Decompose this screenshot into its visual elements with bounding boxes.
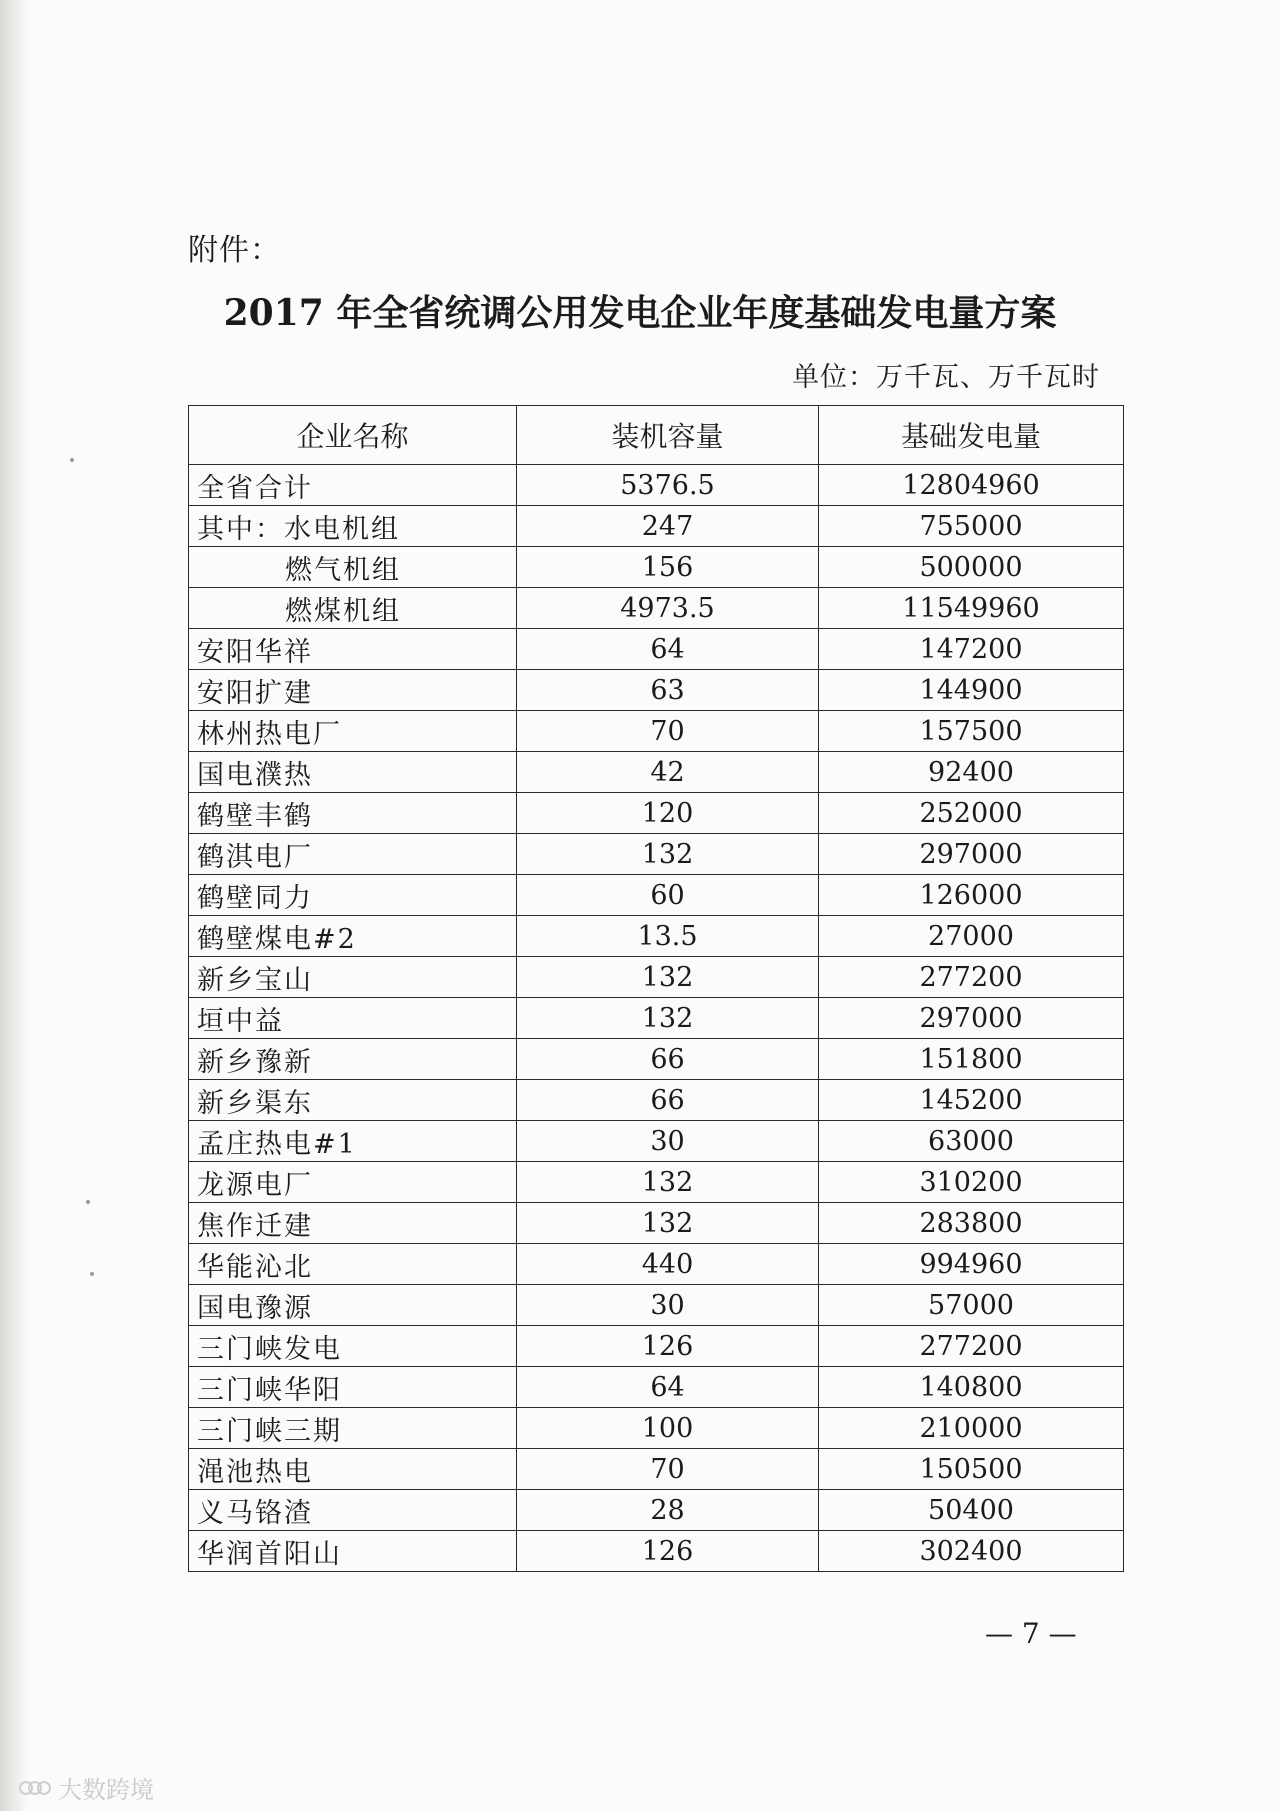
table-row [189, 506, 1124, 547]
installed-capacity-cell: 156 [517, 547, 819, 588]
base-generation-cell: 11549960 [819, 588, 1124, 629]
installed-capacity-cell: 5376.5 [517, 465, 819, 506]
table-row [189, 957, 1124, 998]
table-row [189, 998, 1124, 1039]
enterprise-name-cell: 三门峡发电 [189, 1326, 517, 1367]
enterprise-name-cell: 林州热电厂 [189, 711, 517, 752]
installed-capacity-cell: 13.5 [517, 916, 819, 957]
installed-capacity-cell: 64 [517, 629, 819, 670]
base-generation-cell: 297000 [819, 834, 1124, 875]
table-row [189, 875, 1124, 916]
base-generation-cell: 210000 [819, 1408, 1124, 1449]
installed-capacity-cell: 132 [517, 957, 819, 998]
enterprise-name-cell: 国电濮热 [189, 752, 517, 793]
table-row [189, 629, 1124, 670]
enterprise-name-cell: 焦作迁建 [189, 1203, 517, 1244]
installed-capacity-cell: 64 [517, 1367, 819, 1408]
table-row [189, 670, 1124, 711]
table-row [189, 752, 1124, 793]
installed-capacity-cell: 247 [517, 506, 819, 547]
base-generation-cell: 310200 [819, 1162, 1124, 1203]
enterprise-name-cell: 新乡豫新 [189, 1039, 517, 1080]
watermark-logo-icon [18, 1777, 52, 1799]
base-generation-cell: 50400 [819, 1490, 1124, 1531]
base-generation-cell: 92400 [819, 752, 1124, 793]
enterprise-name-cell: 华能沁北 [189, 1244, 517, 1285]
power-plan-table [188, 405, 1124, 1572]
base-generation-cell: 63000 [819, 1121, 1124, 1162]
base-generation-cell: 126000 [819, 875, 1124, 916]
installed-capacity-cell: 4973.5 [517, 588, 819, 629]
installed-capacity-cell: 132 [517, 834, 819, 875]
base-generation-cell: 277200 [819, 1326, 1124, 1367]
installed-capacity-cell: 126 [517, 1531, 819, 1572]
enterprise-name-cell: 其中：水电机组 [189, 506, 517, 547]
base-generation-cell: 277200 [819, 957, 1124, 998]
enterprise-name-cell: 垣中益 [189, 998, 517, 1039]
base-generation-cell: 150500 [819, 1449, 1124, 1490]
installed-capacity-cell: 42 [517, 752, 819, 793]
enterprise-name-cell: 燃煤机组 [189, 588, 517, 629]
installed-capacity-cell: 100 [517, 1408, 819, 1449]
table-row [189, 916, 1124, 957]
table-row [189, 1080, 1124, 1121]
installed-capacity-cell: 132 [517, 1162, 819, 1203]
table-row [189, 1531, 1124, 1572]
unit-note: 单位：万千瓦、万千瓦时 [792, 362, 1100, 393]
base-generation-cell: 140800 [819, 1367, 1124, 1408]
installed-capacity-cell: 132 [517, 1203, 819, 1244]
table-row [189, 1121, 1124, 1162]
installed-capacity-cell: 66 [517, 1039, 819, 1080]
installed-capacity-cell: 440 [517, 1244, 819, 1285]
base-generation-cell: 151800 [819, 1039, 1124, 1080]
enterprise-name-cell: 鹤壁同力 [189, 875, 517, 916]
installed-capacity-cell: 132 [517, 998, 819, 1039]
enterprise-name-cell: 义马铬渣 [189, 1490, 517, 1531]
table-row [189, 1367, 1124, 1408]
scan-edge-shadow [0, 0, 28, 1811]
enterprise-name-cell: 孟庄热电#1 [189, 1121, 517, 1162]
table-row [189, 711, 1124, 752]
table-body [189, 465, 1124, 1572]
base-generation-cell: 283800 [819, 1203, 1124, 1244]
scan-speck [70, 458, 74, 462]
base-generation-cell: 27000 [819, 916, 1124, 957]
base-generation-cell: 147200 [819, 629, 1124, 670]
installed-capacity-cell: 70 [517, 1449, 819, 1490]
base-generation-cell: 755000 [819, 506, 1124, 547]
header-base-generation: 基础发电量 [819, 406, 1124, 465]
installed-capacity-cell: 30 [517, 1121, 819, 1162]
enterprise-name-cell: 龙源电厂 [189, 1162, 517, 1203]
header-enterprise-name: 企业名称 [189, 406, 517, 465]
table-row [189, 834, 1124, 875]
table-row [189, 1326, 1124, 1367]
installed-capacity-cell: 126 [517, 1326, 819, 1367]
enterprise-name-cell: 鹤淇电厂 [189, 834, 517, 875]
installed-capacity-cell: 120 [517, 793, 819, 834]
enterprise-name-cell: 鹤壁丰鹤 [189, 793, 517, 834]
base-generation-cell: 144900 [819, 670, 1124, 711]
table-row [189, 588, 1124, 629]
base-generation-cell: 500000 [819, 547, 1124, 588]
installed-capacity-cell: 30 [517, 1285, 819, 1326]
enterprise-name-cell: 三门峡三期 [189, 1408, 517, 1449]
installed-capacity-cell: 63 [517, 670, 819, 711]
enterprise-name-cell: 全省合计 [189, 465, 517, 506]
base-generation-cell: 57000 [819, 1285, 1124, 1326]
enterprise-name-cell: 三门峡华阳 [189, 1367, 517, 1408]
enterprise-name-cell: 华润首阳山 [189, 1531, 517, 1572]
enterprise-name-cell: 新乡宝山 [189, 957, 517, 998]
scan-speck [90, 1272, 94, 1276]
watermark [18, 1770, 154, 1805]
installed-capacity-cell: 66 [517, 1080, 819, 1121]
base-generation-cell: 994960 [819, 1244, 1124, 1285]
table-row [189, 1490, 1124, 1531]
table-row [189, 465, 1124, 506]
table-row [189, 547, 1124, 588]
enterprise-name-cell: 燃气机组 [189, 547, 517, 588]
enterprise-name-cell: 新乡渠东 [189, 1080, 517, 1121]
table-row [189, 793, 1124, 834]
page-title: 2017 年全省统调公用发电企业年度基础发电量方案 [223, 292, 1057, 334]
base-generation-cell: 302400 [819, 1531, 1124, 1572]
base-generation-cell: 12804960 [819, 465, 1124, 506]
table-header-row [189, 406, 1124, 465]
attachment-label: 附件： [188, 233, 281, 268]
table-row [189, 1285, 1124, 1326]
base-generation-cell: 145200 [819, 1080, 1124, 1121]
enterprise-name-cell: 渑池热电 [189, 1449, 517, 1490]
enterprise-name-cell: 国电豫源 [189, 1285, 517, 1326]
table-row [189, 1203, 1124, 1244]
table-row [189, 1449, 1124, 1490]
installed-capacity-cell: 60 [517, 875, 819, 916]
base-generation-cell: 252000 [819, 793, 1124, 834]
table-row [189, 1408, 1124, 1449]
base-generation-cell: 297000 [819, 998, 1124, 1039]
header-installed-capacity: 装机容量 [517, 406, 819, 465]
installed-capacity-cell: 28 [517, 1490, 819, 1531]
table-row [189, 1039, 1124, 1080]
enterprise-name-cell: 安阳华祥 [189, 629, 517, 670]
enterprise-name-cell: 鹤壁煤电#2 [189, 916, 517, 957]
enterprise-name-cell: 安阳扩建 [189, 670, 517, 711]
base-generation-cell: 157500 [819, 711, 1124, 752]
scan-speck [86, 1200, 90, 1204]
watermark-text: 大数跨境 [58, 1776, 154, 1804]
table-row [189, 1162, 1124, 1203]
power-plan-table-container [188, 405, 1123, 1572]
table-row [189, 1244, 1124, 1285]
page-number: — 7 — [985, 1617, 1077, 1650]
installed-capacity-cell: 70 [517, 711, 819, 752]
